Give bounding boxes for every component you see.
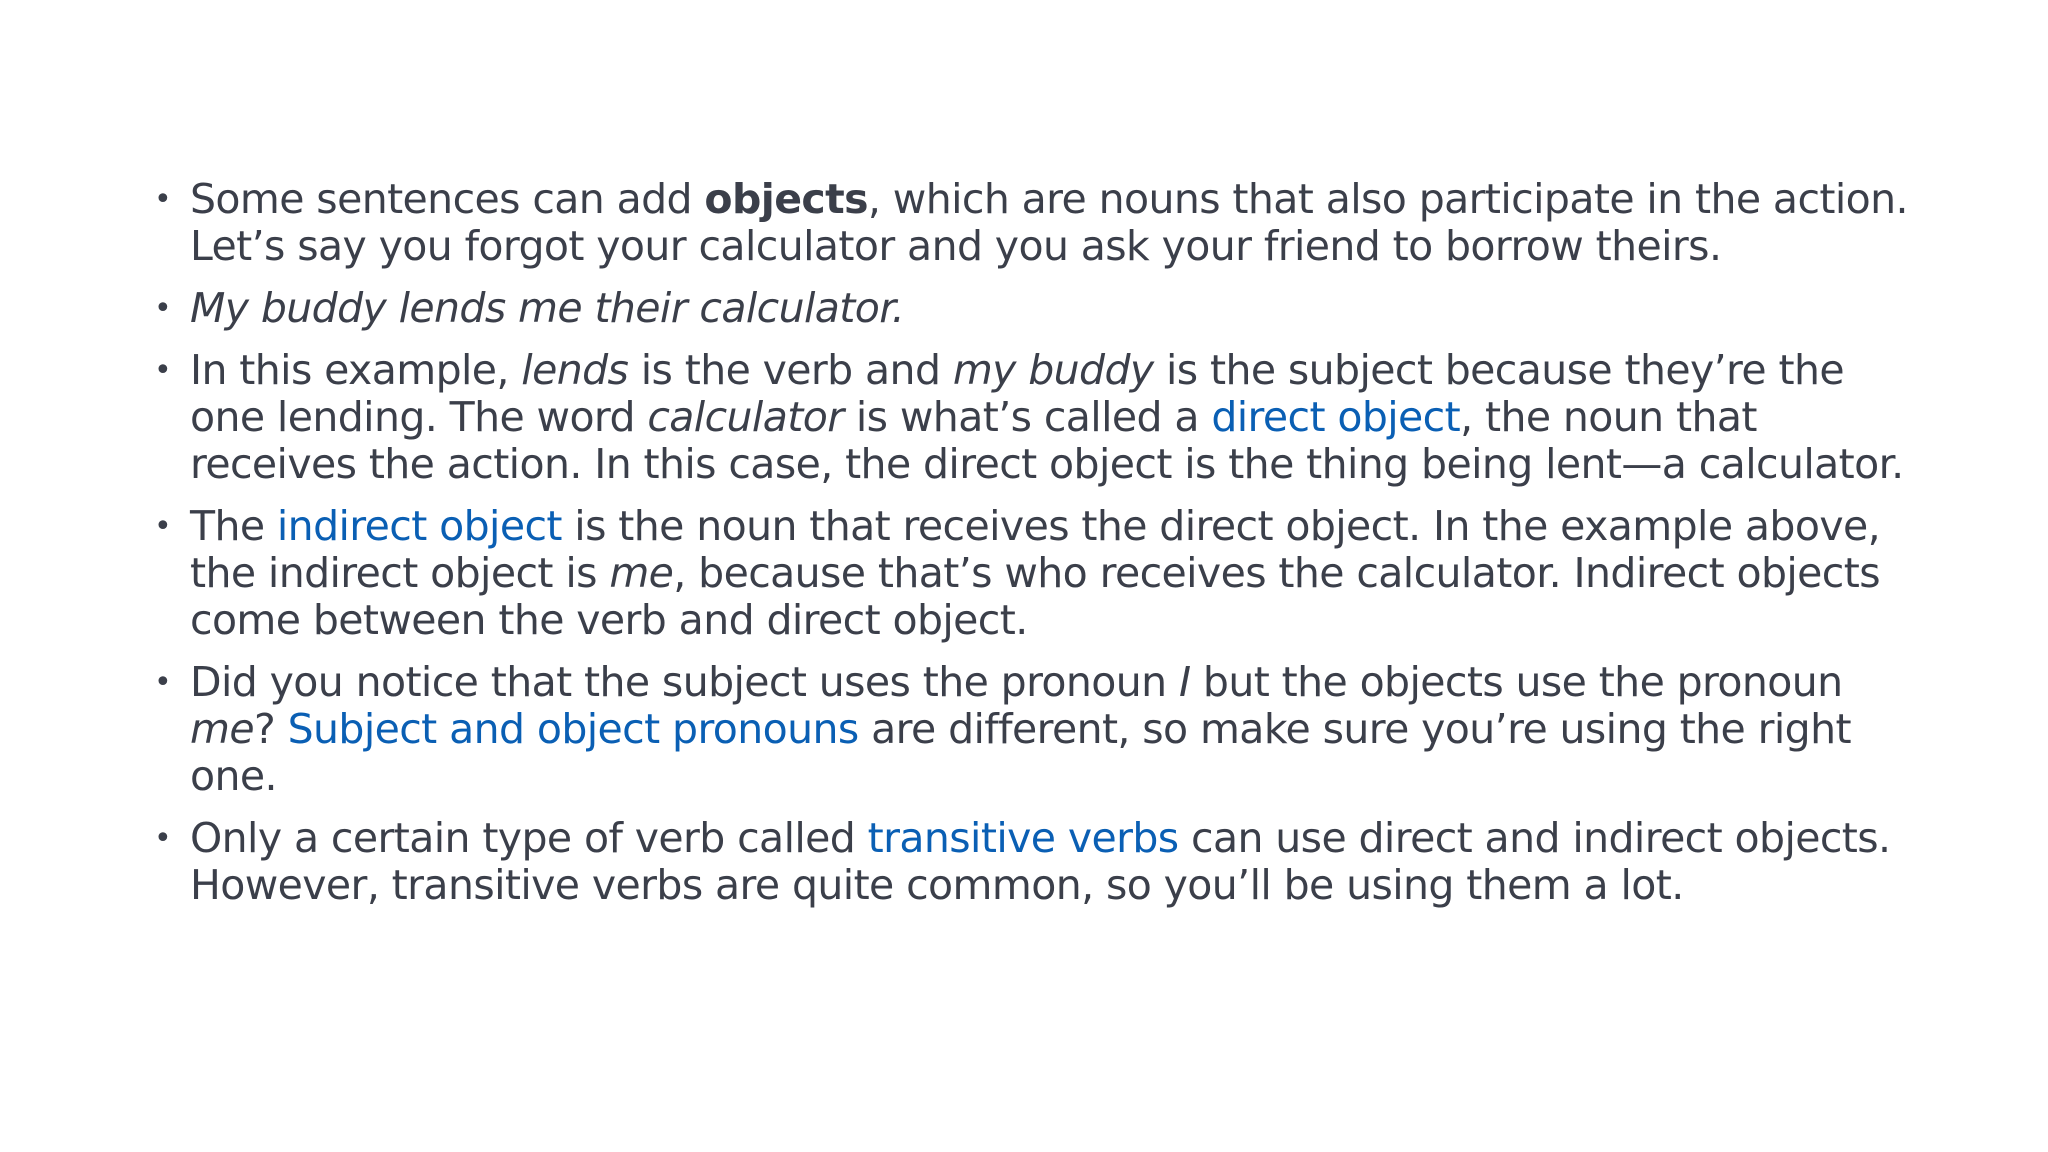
text: , because that’s who receives the calculator. Indirect objects come between the verb and direct object. [190, 549, 1880, 644]
bullet-dot-icon: • [154, 182, 172, 217]
text: , which are nouns that also participate in the action. Let’s say you forgot your calculator and you ask your friend to borrow theirs. [190, 175, 1908, 270]
italic-term: calculator [647, 393, 844, 441]
italic-term: my buddy [952, 346, 1154, 394]
text: can use direct and indirect objects. However, transitive verbs are quite common, so you’ll be using them a lot. [190, 814, 1891, 909]
italic-term: lends [521, 346, 629, 394]
text: are different, so make sure you’re using the right one. [190, 705, 1851, 800]
text: ? [253, 705, 288, 753]
italic-term: me [609, 549, 674, 597]
bullet-item-objects [150, 176, 1910, 270]
text: , the noun that receives the action. In this case, the direct object is the thing being lent—a calculator. [190, 393, 1904, 488]
bullet-item-transitive-verbs [150, 815, 1910, 909]
link-transitive-verbs[interactable]: transitive verbs [867, 814, 1179, 862]
bullet-item-direct-object [150, 347, 1910, 488]
bold-term-objects: objects [704, 175, 868, 223]
bullet-dot-icon: • [154, 291, 172, 326]
text: Some sentences can add [190, 175, 705, 223]
bullet-item-pronouns [150, 659, 1910, 800]
bullet-dot-icon: • [154, 353, 172, 388]
text: is what’s called a [843, 393, 1212, 441]
text: is the verb and [628, 346, 953, 394]
text: Only a certain type of verb called [190, 814, 868, 862]
text: is the subject because they’re the one lending. The word [190, 346, 1844, 441]
link-indirect-object[interactable]: indirect object [276, 502, 562, 550]
text: but the objects use the pronoun [1190, 658, 1843, 706]
text: is the noun that receives the direct object. In the example above, the indirect object is [190, 502, 1881, 597]
italic-term: I [1179, 658, 1191, 706]
bullet-dot-icon: • [154, 509, 172, 544]
bullet-list [150, 176, 1910, 924]
italic-term: me [190, 705, 254, 753]
bullet-dot-icon: • [154, 665, 172, 700]
example-sentence: My buddy lends me their calculator. [190, 284, 905, 332]
text: Did you notice that the subject uses the pronoun [190, 658, 1179, 706]
bullet-dot-icon: • [154, 821, 172, 856]
text: In this example, [190, 346, 522, 394]
link-subject-object-pronouns[interactable]: Subject and object pronouns [287, 705, 859, 753]
link-direct-object[interactable]: direct object [1211, 393, 1461, 441]
bullet-item-example-sentence [150, 285, 1910, 332]
text: The [190, 502, 277, 550]
bullet-item-indirect-object [150, 503, 1910, 644]
